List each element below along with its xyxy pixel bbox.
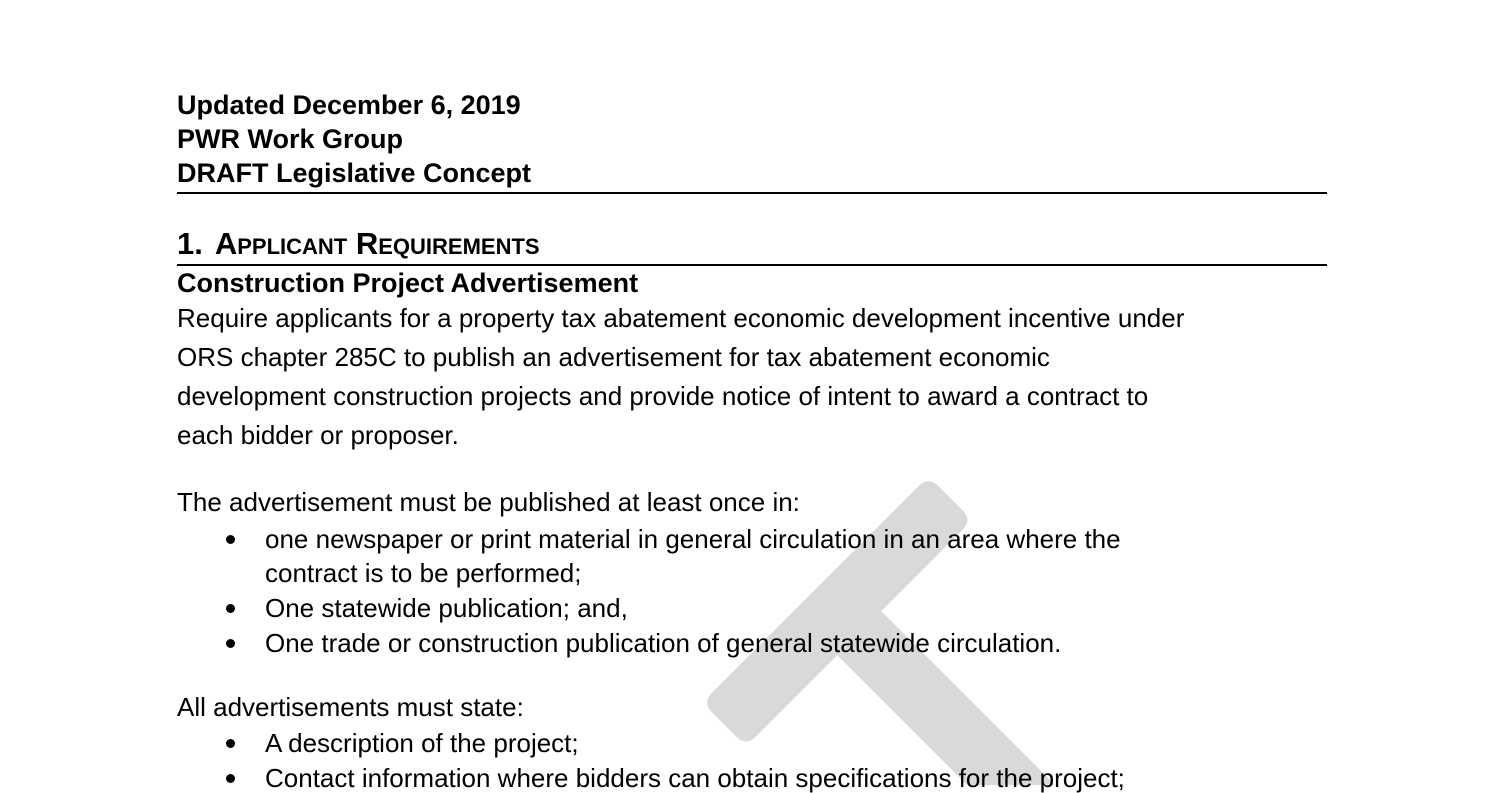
work-group: PWR Work Group (177, 124, 403, 154)
state-bullet: A description of the project; (265, 728, 579, 758)
document-type: DRAFT Legislative Concept (177, 158, 532, 188)
paragraph-line: ORS chapter 285C to publish an advertisement for tax abatement economic (177, 342, 1050, 372)
section-heading (177, 228, 540, 259)
state-intro: All advertisements must state: (177, 692, 524, 722)
paragraph-line: each bidder or proposer. (177, 420, 459, 450)
bullet-icon (226, 774, 235, 783)
subheading: Construction Project Advertisement (177, 268, 639, 298)
bullet-icon (226, 604, 235, 613)
publish-bullet-continued: contract is to be performed; (265, 558, 582, 588)
updated-date: Updated December 6, 2019 (177, 90, 521, 120)
section-divider (177, 264, 1327, 266)
bullet-icon (226, 739, 235, 748)
section-number: 1. (177, 226, 203, 261)
publish-intro: The advertisement must be published at least once in: (177, 487, 800, 517)
bullet-icon (226, 535, 235, 544)
state-bullet: Contact information where bidders can obtain specifications for the project; (265, 763, 1125, 793)
publish-bullet: One statewide publication; and, (265, 593, 628, 623)
paragraph-line: Require applicants for a property tax abatement economic development incentive under (177, 303, 1185, 333)
publish-bullet: One trade or construction publication of general statewide circulation. (265, 628, 1062, 658)
paragraph-line: development construction projects and provide notice of intent to award a contract to (177, 381, 1149, 411)
section-title: Applicant Requirements (214, 226, 540, 261)
publish-bullet: one newspaper or print material in general circulation in an area where the (265, 524, 1121, 554)
bullet-icon (226, 639, 235, 648)
watermark-t-stem (816, 590, 1055, 785)
header-divider (177, 192, 1327, 194)
